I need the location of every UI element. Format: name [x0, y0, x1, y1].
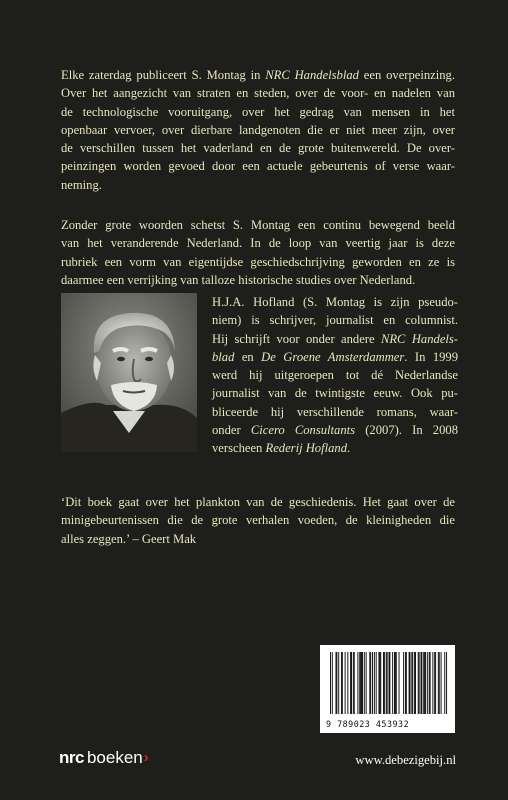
barcode-bar: [362, 652, 363, 714]
barcode-bar: [396, 652, 397, 714]
text-line: blad en De Groene Amsterdammer. In 1999: [212, 349, 459, 364]
barcode-bar: [412, 652, 413, 714]
text-line: rubriek een vorm van eigentijdse geschiedschrijving geworden en ze is: [61, 254, 455, 269]
barcode-bar: [341, 652, 342, 714]
barcode-bar: [444, 652, 445, 714]
barcode-bar: [370, 652, 371, 714]
isbn-number: 9 789023 453932: [326, 719, 410, 729]
barcode-bar: [376, 652, 377, 714]
barcode-bar: [434, 652, 435, 714]
barcode-bar: [424, 652, 425, 714]
barcode-bar: [446, 652, 447, 714]
barcode-bar: [415, 652, 416, 714]
barcode-bar: [419, 652, 420, 714]
barcode-bar: [366, 652, 367, 714]
review-quote: [61, 493, 455, 548]
barcode-bar: [430, 652, 431, 714]
barcode-bar: [347, 652, 348, 714]
barcode-bar: [425, 652, 426, 714]
barcode-bar: [429, 652, 430, 714]
barcode-bar: [383, 652, 384, 714]
text-line: peinzingen worden gevoed door een actuele gebeurtenis of verse waar-: [61, 159, 455, 174]
barcode-bar: [414, 652, 415, 714]
barcode-bar: [392, 652, 393, 714]
barcode-bar: [418, 652, 419, 714]
text-line: werd hij uitgeroepen tot dé Nederlandse: [212, 368, 458, 383]
text-line: Over het aangezicht van straten en steden, over de voor- en nadelen van: [61, 86, 455, 101]
text-line: Zonder grote woorden schetst S. Montag een continu bewegend beeld: [61, 218, 455, 232]
barcode-bar: [374, 652, 375, 714]
barcode-bar: [379, 652, 380, 714]
intro-paragraph: [61, 66, 455, 194]
logo-boeken-text: boeken: [86, 748, 143, 767]
publisher-logo: [59, 747, 149, 769]
barcode-bar: [369, 652, 370, 714]
barcode-bar: [350, 652, 351, 714]
barcode-bar: [332, 652, 333, 714]
italic-title: De Groene Amsterdammer: [261, 349, 405, 364]
barcode-bar: [423, 652, 424, 714]
text-line: alles zeggen.’ – Geert Mak: [61, 531, 197, 546]
barcode-bar: [395, 652, 396, 714]
barcode-bar: [384, 652, 385, 714]
text-line: neming.: [61, 177, 102, 192]
barcode-bar: [389, 652, 390, 714]
text-line: de technologische vooruitgang, over het gedrag van mensen in het: [61, 104, 455, 119]
text-line: Hij schrijft voor onder andere NRC Handels-: [212, 331, 459, 346]
isbn-barcode: [320, 645, 455, 733]
barcode-bar: [360, 652, 361, 714]
barcode-bar: [409, 652, 410, 714]
barcode-bar: [387, 652, 388, 714]
barcode-bar: [345, 652, 346, 714]
text-line: minigebeurtenissen die de grote verhalen voeden, de kleinigheden die: [61, 513, 455, 528]
barcode-bar: [336, 652, 337, 714]
barcode-bar: [338, 652, 339, 714]
text-line: daarmee een verrijking van talloze historische studies over Nederland.: [61, 272, 416, 287]
text-line: verscheen Rederij Hofland.: [212, 441, 351, 456]
barcode-bar: [420, 652, 421, 714]
barcode-bar: [342, 652, 343, 714]
text-line: journalist van de twintigste eeuw. Ook pu-: [212, 386, 458, 401]
barcode-bar: [372, 652, 373, 714]
barcode-bar: [405, 652, 406, 714]
barcode-bar: [403, 652, 404, 714]
italic-title: Rederij Hofland: [265, 441, 347, 456]
barcode-bar: [389, 652, 390, 714]
barcode-bar: [427, 652, 428, 714]
barcode-bar: [421, 652, 422, 714]
italic-title: Cicero Consultants: [250, 423, 356, 438]
barcode-bar: [438, 652, 439, 714]
barcode-bar: [380, 652, 381, 714]
publisher-url: www.debezigebij.nl: [355, 753, 456, 767]
barcode-bar: [399, 652, 400, 714]
logo-nrc-text: nrc: [59, 748, 84, 767]
barcode-bar: [351, 652, 352, 714]
barcode-bar: [330, 652, 331, 714]
italic-title: blad: [212, 349, 235, 364]
barcode-bar: [406, 652, 407, 714]
barcode-bar: [441, 652, 442, 714]
barcode-bar: [357, 652, 358, 714]
barcode-bar: [410, 652, 411, 714]
text-line: de verschillen tussen het vaderland en de grote buitenwereld. De over-: [61, 141, 455, 156]
text-line: Elke zaterdag publiceert S. Montag in NRC Handelsblad een overpeinzing.: [61, 68, 455, 82]
barcode-bar: [432, 652, 433, 714]
italic-title: NRC Handelsblad: [265, 68, 359, 82]
barcode-bar: [439, 652, 440, 714]
author-portrait-image: [61, 293, 197, 452]
text-line: onder Cicero Consultants (2007). In 2008: [212, 423, 458, 438]
barcode-bar: [361, 652, 362, 714]
barcode-bar: [411, 652, 412, 714]
author-portrait: [61, 293, 197, 452]
barcode-bar: [353, 652, 354, 714]
chevron-right-icon: ›: [143, 749, 149, 766]
summary-paragraph: [61, 216, 455, 289]
barcode-bar: [435, 652, 436, 714]
text-line: bliceerde hij verschillende romans, waar-: [212, 404, 458, 419]
text-line: ‘Dit boek gaat over het plankton van de geschiedenis. Het gaat over de: [61, 495, 455, 509]
author-bio: [212, 293, 458, 458]
barcode-bar: [335, 652, 336, 714]
text-line: openbaar vervoer, over dierbare landgenoten die er niet meer zijn, over: [61, 122, 455, 137]
barcode-bar: [378, 652, 379, 714]
text-line: H.J.A. Hofland (S. Montag is zijn pseudo-: [212, 295, 458, 309]
barcode-bar: [359, 652, 360, 714]
barcode-bar: [354, 652, 355, 714]
barcode-bar: [394, 652, 395, 714]
text-line: niem) is schrijver, journalist en columnist.: [212, 313, 458, 328]
italic-title: NRC Handels-: [380, 331, 459, 346]
text-line: van het veranderende Nederland. In de loop van veertig jaar is deze: [61, 236, 455, 251]
barcode-bar: [386, 652, 387, 714]
barcode-bar: [364, 652, 365, 714]
